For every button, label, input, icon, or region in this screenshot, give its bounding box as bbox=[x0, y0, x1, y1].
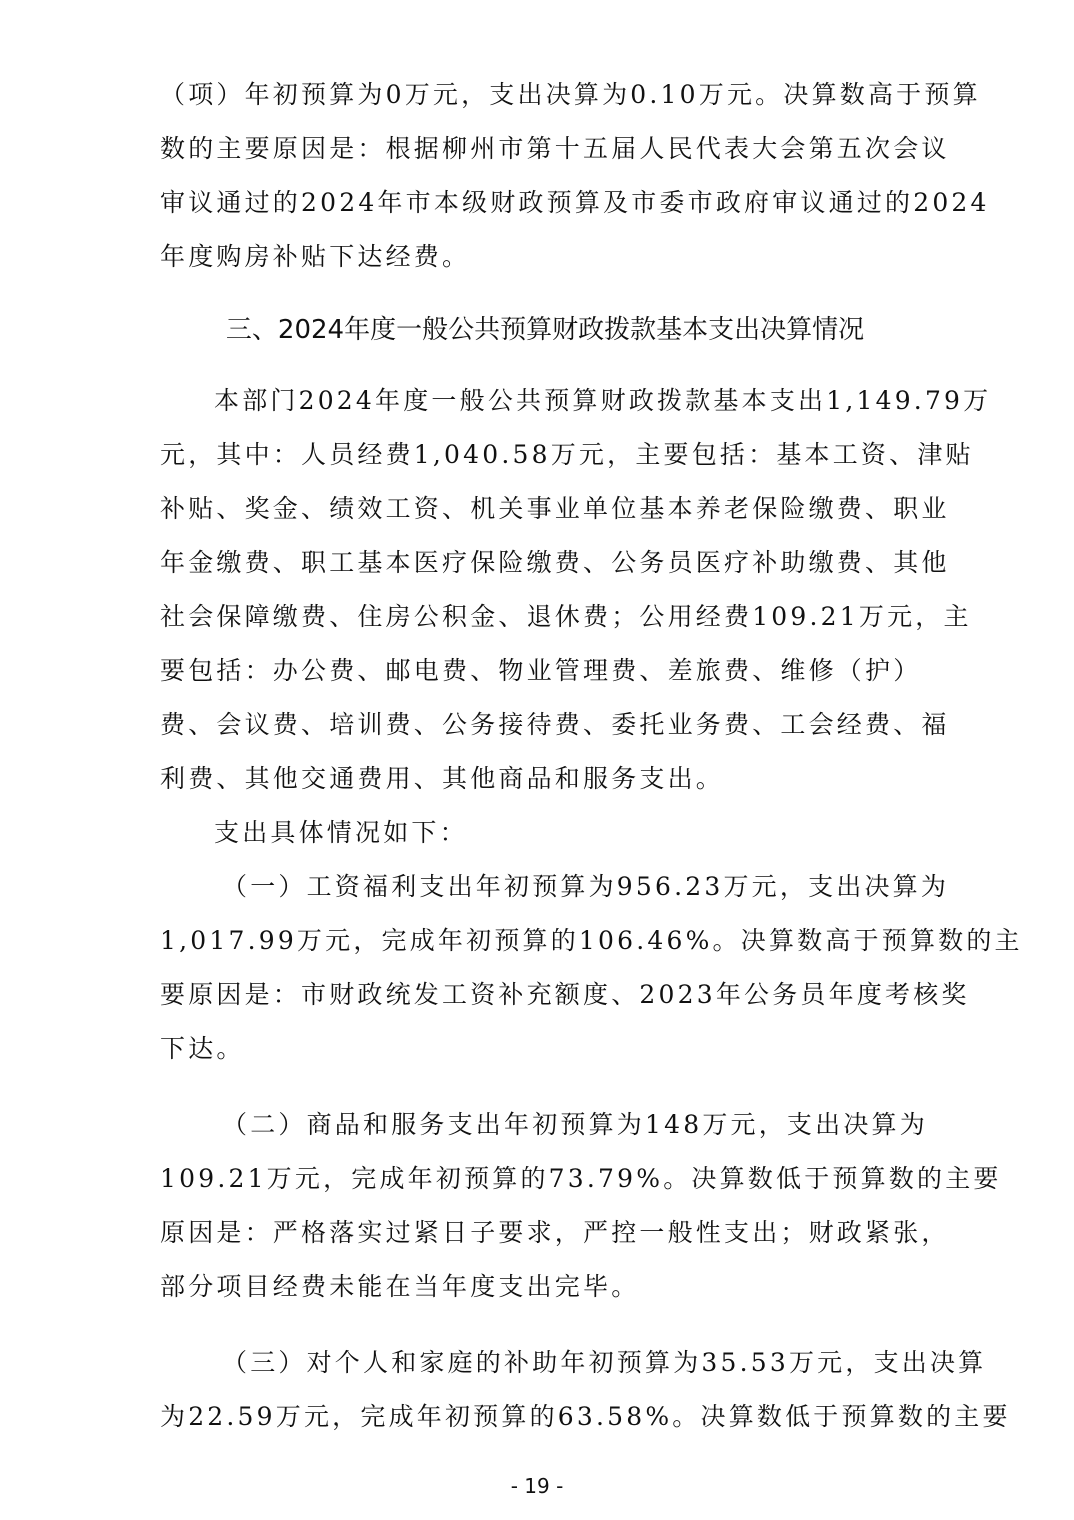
text-line: 社会保障缴费、住房公积金、退休费；公用经费109.21万元，主 bbox=[160, 602, 972, 631]
text-line: 109.21万元，完成年初预算的73.79%。决算数低于预算数的主要 bbox=[160, 1164, 1002, 1193]
text-line: 部分项目经费未能在当年度支出完毕。 bbox=[160, 1272, 640, 1301]
paragraph-spacer bbox=[160, 1314, 930, 1336]
paragraph-goods-services bbox=[160, 1098, 1002, 1314]
text-line: 下达。 bbox=[160, 1034, 245, 1063]
paragraph-basic-expenditure bbox=[160, 374, 992, 806]
text-line: 费、会议费、培训费、公务接待费、委托业务费、工会经费、福 bbox=[160, 710, 950, 739]
text-line: （项）年初预算为0万元，支出决算为0.10万元。决算数高于预算 bbox=[160, 80, 981, 109]
text-line: 数的主要原因是：根据柳州市第十五届人民代表大会第五次会议 bbox=[160, 134, 950, 163]
paragraph-budget-note bbox=[160, 68, 990, 284]
text-line: 年金缴费、职工基本医疗保险缴费、公务员医疗补助缴费、其他 bbox=[160, 548, 950, 577]
text-line: （三）对个人和家庭的补助年初预算为35.53万元，支出决算 bbox=[222, 1348, 987, 1377]
text-line: 元，其中：人员经费1,040.58万元，主要包括：基本工资、津贴 bbox=[160, 440, 974, 469]
text-line: 原因是：严格落实过紧日子要求，严控一般性支出；财政紧张， bbox=[160, 1218, 950, 1247]
text-line: 审议通过的2024年市本级财政预算及市委市政府审议通过的2024 bbox=[160, 188, 990, 217]
text-line: 补贴、奖金、绩效工资、机关事业单位基本养老保险缴费、职业 bbox=[160, 494, 950, 523]
text-line: 本部门2024年度一般公共预算财政拨款基本支出1,149.79万 bbox=[214, 386, 992, 415]
text-line: 1,017.99万元，完成年初预算的106.46%。决算数高于预算数的主 bbox=[160, 926, 1023, 955]
text-line: （二）商品和服务支出年初预算为148万元，支出决算为 bbox=[222, 1110, 928, 1139]
text-line: 为22.59万元，完成年初预算的63.58%。决算数低于预算数的主要 bbox=[160, 1402, 1011, 1431]
page-number: - 19 - bbox=[510, 1474, 564, 1498]
text-line: （一）工资福利支出年初预算为956.23万元，支出决算为 bbox=[222, 872, 950, 901]
paragraph-details-intro bbox=[160, 806, 930, 860]
text-line: 年度购房补贴下达经费。 bbox=[160, 242, 471, 271]
paragraph-spacer bbox=[160, 1076, 930, 1098]
paragraph-wage-welfare bbox=[160, 860, 1023, 1076]
page-body bbox=[160, 68, 1023, 1444]
text-line: 利费、其他交通费用、其他商品和服务支出。 bbox=[160, 764, 725, 793]
section-heading: 三、2024年度一般公共预算财政拨款基本支出决算情况 bbox=[225, 315, 865, 345]
text-line: 要包括：办公费、邮电费、物业管理费、差旅费、维修（护） bbox=[160, 656, 922, 685]
paragraph-household-subsidy bbox=[160, 1336, 1011, 1444]
text-line: 支出具体情况如下： bbox=[214, 818, 468, 847]
text-line: 要原因是：市财政统发工资补充额度、2023年公务员年度考核奖 bbox=[160, 980, 970, 1009]
